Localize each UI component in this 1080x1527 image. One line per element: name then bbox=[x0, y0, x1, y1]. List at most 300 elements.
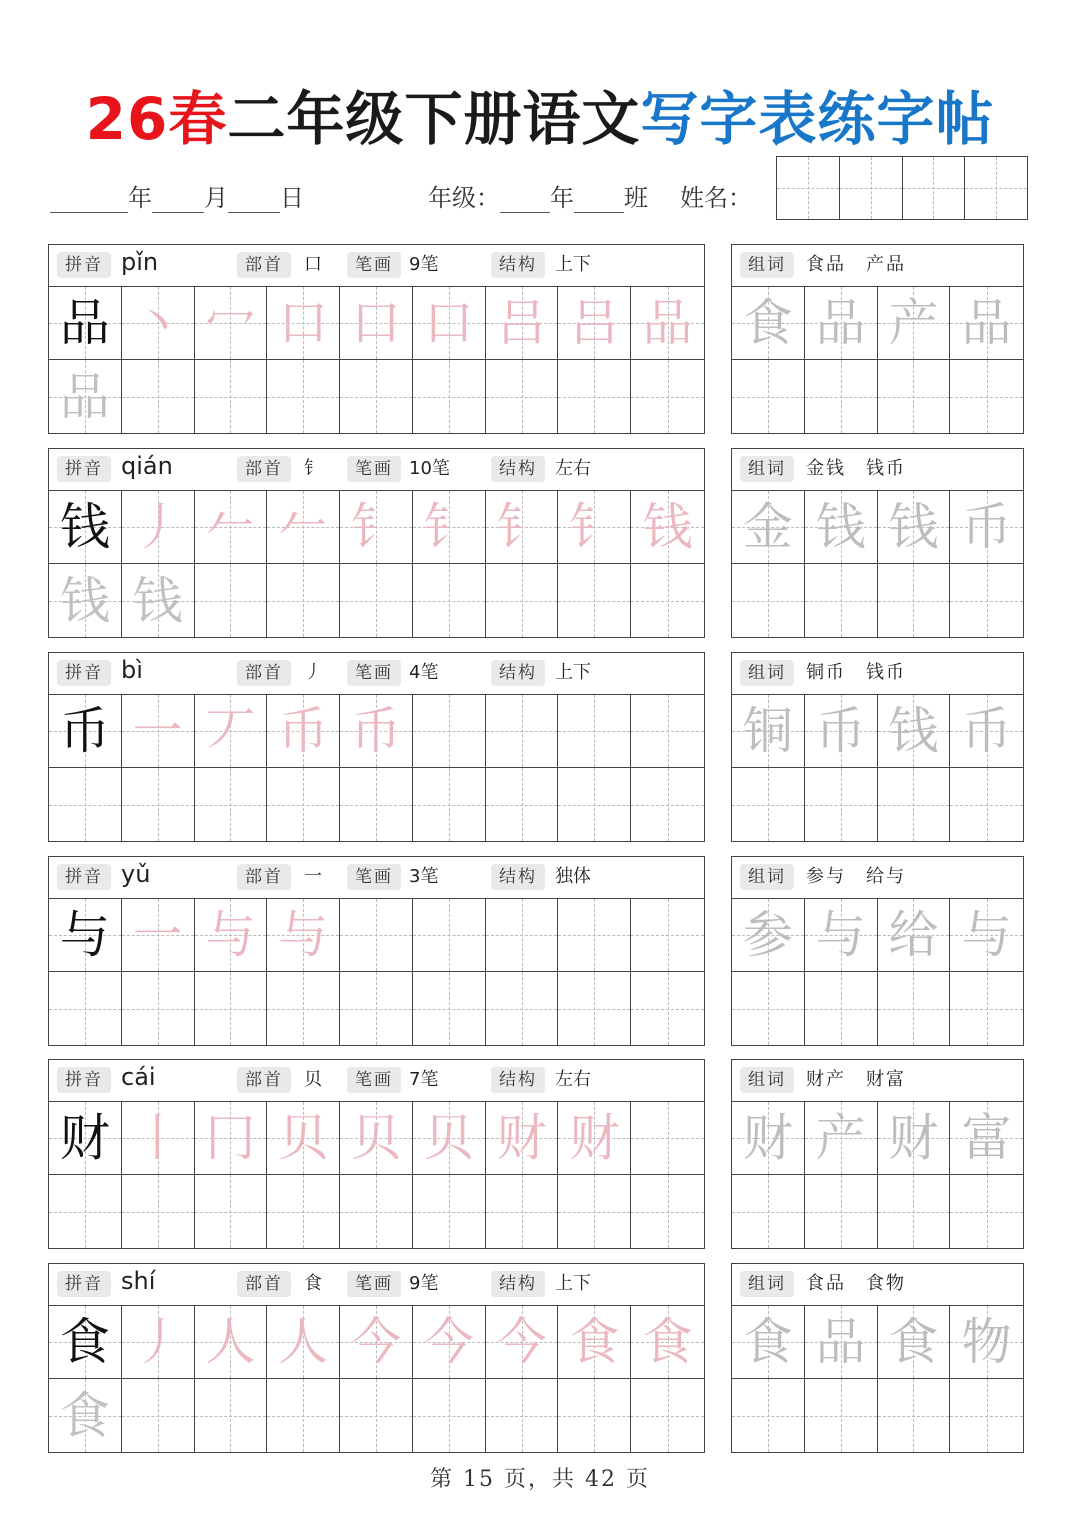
character-practice-block bbox=[48, 1263, 705, 1453]
practice-cell[interactable] bbox=[950, 695, 1023, 768]
practice-cell[interactable] bbox=[49, 768, 122, 841]
practice-cell[interactable] bbox=[805, 1175, 878, 1248]
practice-cell[interactable] bbox=[631, 1175, 704, 1248]
practice-cell[interactable] bbox=[558, 564, 631, 637]
stroke-step: 丶 bbox=[132, 294, 183, 352]
practice-cell[interactable] bbox=[805, 1102, 878, 1175]
word-character: 与 bbox=[815, 906, 866, 964]
practice-cell[interactable] bbox=[805, 972, 878, 1045]
practice-cell[interactable] bbox=[195, 1102, 268, 1175]
month-blank[interactable] bbox=[152, 186, 204, 213]
practice-cell[interactable] bbox=[195, 564, 268, 637]
word-practice-block bbox=[731, 448, 1024, 638]
practice-cell[interactable] bbox=[267, 1102, 340, 1175]
word-character: 财 bbox=[742, 1109, 793, 1167]
word-character: 品 bbox=[815, 1313, 866, 1371]
practice-cell[interactable] bbox=[486, 972, 559, 1045]
stroke-step: 食 bbox=[642, 1313, 693, 1371]
practice-cell[interactable] bbox=[732, 360, 805, 433]
practice-cell[interactable] bbox=[122, 899, 195, 972]
practice-cell[interactable] bbox=[878, 1379, 951, 1452]
practice-cell[interactable] bbox=[486, 1306, 559, 1379]
word-character: 金 bbox=[742, 498, 793, 556]
practice-cell[interactable] bbox=[195, 287, 268, 360]
structure-tag: 结构 bbox=[491, 456, 545, 482]
practice-cell[interactable] bbox=[558, 1306, 631, 1379]
practice-cell[interactable] bbox=[805, 768, 878, 841]
practice-cell[interactable] bbox=[732, 695, 805, 768]
stroke-step: 贝 bbox=[423, 1109, 474, 1167]
practice-cell[interactable] bbox=[878, 1306, 951, 1379]
word-grid bbox=[732, 491, 1023, 637]
practice-cell[interactable] bbox=[340, 899, 413, 972]
character-info-header bbox=[49, 449, 704, 491]
practice-cell[interactable] bbox=[486, 768, 559, 841]
practice-cell[interactable] bbox=[631, 1379, 704, 1452]
practice-cell[interactable] bbox=[49, 1379, 122, 1452]
pinyin-value: shí bbox=[121, 1267, 156, 1295]
practice-cell[interactable] bbox=[267, 564, 340, 637]
stroke-step: 丿 bbox=[132, 498, 183, 556]
practice-cell[interactable] bbox=[878, 899, 951, 972]
structure-tag: 结构 bbox=[491, 1271, 545, 1297]
stroke-step: 丿 bbox=[132, 1313, 183, 1371]
practice-cell[interactable] bbox=[486, 1102, 559, 1175]
practice-cell[interactable] bbox=[878, 768, 951, 841]
practice-cell[interactable] bbox=[122, 768, 195, 841]
radical-value: 一 bbox=[304, 866, 322, 887]
practice-cell[interactable] bbox=[195, 1306, 268, 1379]
practice-cell[interactable] bbox=[413, 287, 486, 360]
stroke-step: 今 bbox=[496, 1313, 547, 1371]
pinyin-value: bì bbox=[121, 656, 143, 684]
practice-cell[interactable] bbox=[413, 1306, 486, 1379]
practice-cell[interactable] bbox=[413, 491, 486, 564]
year-blank[interactable] bbox=[50, 186, 128, 213]
stroke-step: 丆 bbox=[205, 702, 256, 760]
pinyin-tag: 拼音 bbox=[57, 660, 111, 686]
word-grid bbox=[732, 899, 1023, 1045]
practice-cell[interactable] bbox=[267, 360, 340, 433]
practice-cell[interactable] bbox=[49, 564, 122, 637]
word-character: 钱 bbox=[888, 498, 939, 556]
practice-cell[interactable] bbox=[631, 899, 704, 972]
practice-cell[interactable] bbox=[950, 768, 1023, 841]
practice-cell[interactable] bbox=[732, 491, 805, 564]
practice-cell[interactable] bbox=[122, 1306, 195, 1379]
practice-cell[interactable] bbox=[413, 360, 486, 433]
radical-value: 钅 bbox=[304, 458, 322, 479]
words-tag: 组词 bbox=[740, 660, 794, 686]
practice-cell[interactable] bbox=[732, 287, 805, 360]
practice-cell[interactable] bbox=[950, 360, 1023, 433]
practice-cell[interactable] bbox=[878, 491, 951, 564]
structure-value: 上下 bbox=[555, 254, 591, 275]
day-blank[interactable] bbox=[228, 186, 280, 213]
title-part-2: 二年级下册语文 bbox=[227, 85, 641, 153]
practice-cell[interactable] bbox=[340, 768, 413, 841]
practice-cell[interactable] bbox=[267, 287, 340, 360]
practice-cell[interactable] bbox=[340, 1175, 413, 1248]
month-label: 月 bbox=[204, 184, 228, 212]
practice-cell[interactable] bbox=[195, 768, 268, 841]
trace-character: 食 bbox=[59, 1386, 110, 1445]
practice-cell[interactable] bbox=[631, 695, 704, 768]
stroke-step: 币 bbox=[278, 702, 329, 760]
practice-cell[interactable] bbox=[631, 972, 704, 1045]
character-info-header bbox=[49, 653, 704, 695]
radical-value: 丿 bbox=[304, 662, 322, 683]
practice-cell[interactable] bbox=[558, 768, 631, 841]
practice-cell[interactable] bbox=[340, 360, 413, 433]
trace-character: 钱 bbox=[132, 571, 183, 630]
model-character: 品 bbox=[59, 294, 110, 352]
practice-cell[interactable] bbox=[413, 564, 486, 637]
stroke-step: 钅 bbox=[496, 498, 547, 556]
words-value: 财产 财富 bbox=[806, 1069, 906, 1090]
practice-cell[interactable] bbox=[267, 491, 340, 564]
practice-cell[interactable] bbox=[950, 972, 1023, 1045]
stroke-step: 人 bbox=[205, 1313, 256, 1371]
practice-cell[interactable] bbox=[49, 1175, 122, 1248]
stroke-step: 贝 bbox=[351, 1109, 402, 1167]
grade-line bbox=[428, 178, 752, 213]
words-tag: 组词 bbox=[740, 456, 794, 482]
practice-cell[interactable] bbox=[122, 1379, 195, 1452]
radical-tag: 部首 bbox=[237, 252, 291, 278]
practice-cell[interactable] bbox=[805, 287, 878, 360]
word-practice-block bbox=[731, 1263, 1024, 1453]
practice-cell[interactable] bbox=[878, 1175, 951, 1248]
word-practice-block bbox=[731, 856, 1024, 1046]
word-header bbox=[732, 449, 1023, 491]
practice-cell[interactable] bbox=[558, 899, 631, 972]
practice-cell[interactable] bbox=[195, 491, 268, 564]
practice-cell[interactable] bbox=[805, 491, 878, 564]
practice-cell[interactable] bbox=[122, 564, 195, 637]
practice-cell[interactable] bbox=[732, 768, 805, 841]
strokes-tag: 笔画 bbox=[347, 252, 401, 278]
structure-tag: 结构 bbox=[491, 1067, 545, 1093]
pinyin-tag: 拼音 bbox=[57, 1271, 111, 1297]
words-tag: 组词 bbox=[740, 864, 794, 890]
word-header bbox=[732, 245, 1023, 287]
practice-cell[interactable] bbox=[805, 695, 878, 768]
stroke-step: 财 bbox=[569, 1109, 620, 1167]
structure-tag: 结构 bbox=[491, 864, 545, 890]
stroke-step: 钅 bbox=[423, 498, 474, 556]
practice-cell[interactable] bbox=[558, 287, 631, 360]
class-label: 班 bbox=[624, 184, 648, 212]
stroke-step: 𠂉 bbox=[278, 498, 329, 556]
pinyin-value: qián bbox=[121, 452, 173, 480]
stroke-step: 口 bbox=[278, 294, 329, 352]
practice-cell[interactable] bbox=[805, 360, 878, 433]
structure-value: 左右 bbox=[555, 458, 591, 479]
strokes-value: 7笔 bbox=[409, 1069, 439, 1090]
name-box[interactable] bbox=[840, 157, 903, 219]
stroke-step: 钅 bbox=[569, 498, 620, 556]
word-character: 铜 bbox=[742, 702, 793, 760]
practice-cell[interactable] bbox=[486, 899, 559, 972]
practice-cell[interactable] bbox=[950, 564, 1023, 637]
practice-cell[interactable] bbox=[340, 972, 413, 1045]
practice-cell[interactable] bbox=[950, 1379, 1023, 1452]
practice-cell[interactable] bbox=[950, 899, 1023, 972]
practice-cell[interactable] bbox=[340, 491, 413, 564]
structure-value: 左右 bbox=[555, 1069, 591, 1090]
character-practice-block bbox=[48, 652, 705, 842]
model-character: 食 bbox=[59, 1313, 110, 1371]
practice-cell[interactable] bbox=[486, 1379, 559, 1452]
word-character: 币 bbox=[961, 702, 1012, 760]
practice-cell[interactable] bbox=[267, 695, 340, 768]
practice-cell[interactable] bbox=[413, 1175, 486, 1248]
words-value: 铜币 钱币 bbox=[806, 662, 906, 683]
stroke-step: 食 bbox=[569, 1313, 620, 1371]
practice-cell[interactable] bbox=[413, 1102, 486, 1175]
practice-cell[interactable] bbox=[122, 972, 195, 1045]
practice-cell[interactable] bbox=[122, 491, 195, 564]
practice-cell[interactable] bbox=[631, 1102, 704, 1175]
trace-character: 钱 bbox=[59, 571, 110, 630]
practice-cell[interactable] bbox=[195, 695, 268, 768]
name-box[interactable] bbox=[903, 157, 966, 219]
practice-cell[interactable] bbox=[631, 768, 704, 841]
practice-cell[interactable] bbox=[122, 1175, 195, 1248]
practice-cell[interactable] bbox=[340, 1102, 413, 1175]
practice-cell[interactable] bbox=[340, 1306, 413, 1379]
practice-cell[interactable] bbox=[878, 972, 951, 1045]
pinyin-value: cái bbox=[121, 1063, 156, 1091]
practice-cell[interactable] bbox=[195, 1379, 268, 1452]
practice-cell[interactable] bbox=[49, 972, 122, 1045]
practice-grid bbox=[49, 1102, 704, 1248]
word-character: 品 bbox=[961, 294, 1012, 352]
stroke-step: 一 bbox=[132, 906, 183, 964]
practice-cell[interactable] bbox=[122, 287, 195, 360]
practice-cell[interactable] bbox=[340, 1379, 413, 1452]
word-character: 给 bbox=[888, 906, 939, 964]
stroke-step: 财 bbox=[496, 1109, 547, 1167]
page-footer: 第 15 页，共 42 页 bbox=[430, 1467, 650, 1492]
date-line bbox=[50, 178, 304, 213]
radical-tag: 部首 bbox=[237, 864, 291, 890]
practice-cell[interactable] bbox=[413, 899, 486, 972]
trace-character: 品 bbox=[59, 367, 110, 426]
practice-cell[interactable] bbox=[49, 491, 122, 564]
practice-cell[interactable] bbox=[950, 491, 1023, 564]
strokes-tag: 笔画 bbox=[347, 660, 401, 686]
practice-cell[interactable] bbox=[195, 899, 268, 972]
practice-cell[interactable] bbox=[195, 360, 268, 433]
stroke-step: 一 bbox=[132, 702, 183, 760]
structure-tag: 结构 bbox=[491, 660, 545, 686]
practice-cell[interactable] bbox=[631, 491, 704, 564]
word-grid bbox=[732, 695, 1023, 841]
practice-cell[interactable] bbox=[486, 287, 559, 360]
name-box[interactable] bbox=[965, 157, 1027, 219]
structure-value: 上下 bbox=[555, 1273, 591, 1294]
practice-cell[interactable] bbox=[267, 972, 340, 1045]
practice-cell[interactable] bbox=[878, 287, 951, 360]
practice-cell[interactable] bbox=[486, 360, 559, 433]
practice-cell[interactable] bbox=[122, 1102, 195, 1175]
practice-cell[interactable] bbox=[558, 360, 631, 433]
words-value: 食品 产品 bbox=[806, 254, 906, 275]
practice-cell[interactable] bbox=[805, 564, 878, 637]
character-info-header bbox=[49, 857, 704, 899]
practice-cell[interactable] bbox=[267, 1306, 340, 1379]
character-info-header bbox=[49, 245, 704, 287]
practice-cell[interactable] bbox=[631, 1306, 704, 1379]
practice-cell[interactable] bbox=[950, 1102, 1023, 1175]
practice-cell[interactable] bbox=[486, 564, 559, 637]
word-header bbox=[732, 1060, 1023, 1102]
practice-grid bbox=[49, 899, 704, 1045]
practice-cell[interactable] bbox=[950, 1306, 1023, 1379]
stroke-step: 币 bbox=[351, 702, 402, 760]
practice-cell[interactable] bbox=[486, 695, 559, 768]
practice-cell[interactable] bbox=[49, 1102, 122, 1175]
practice-cell[interactable] bbox=[732, 972, 805, 1045]
stroke-step: 与 bbox=[205, 906, 256, 964]
practice-cell[interactable] bbox=[195, 972, 268, 1045]
practice-cell[interactable] bbox=[49, 360, 122, 433]
stroke-step: 今 bbox=[423, 1313, 474, 1371]
practice-cell[interactable] bbox=[413, 972, 486, 1045]
practice-cell[interactable] bbox=[413, 695, 486, 768]
practice-cell[interactable] bbox=[805, 1379, 878, 1452]
practice-cell[interactable] bbox=[267, 899, 340, 972]
stroke-step: 人 bbox=[278, 1313, 329, 1371]
practice-cell[interactable] bbox=[631, 564, 704, 637]
grade-year-label: 年 bbox=[550, 184, 574, 212]
practice-cell[interactable] bbox=[122, 360, 195, 433]
pinyin-tag: 拼音 bbox=[57, 456, 111, 482]
word-character: 食 bbox=[888, 1313, 939, 1371]
model-character: 财 bbox=[59, 1109, 110, 1167]
practice-cell[interactable] bbox=[732, 564, 805, 637]
practice-cell[interactable] bbox=[732, 899, 805, 972]
grade-year-blank[interactable] bbox=[500, 186, 550, 213]
practice-cell[interactable] bbox=[878, 564, 951, 637]
title-part-3: 写字表练字帖 bbox=[640, 85, 995, 153]
words-tag: 组词 bbox=[740, 1271, 794, 1297]
practice-cell[interactable] bbox=[267, 1175, 340, 1248]
practice-cell[interactable] bbox=[805, 1306, 878, 1379]
practice-cell[interactable] bbox=[878, 360, 951, 433]
stroke-step: 吕 bbox=[569, 294, 620, 352]
practice-cell[interactable] bbox=[558, 491, 631, 564]
practice-cell[interactable] bbox=[122, 695, 195, 768]
radical-tag: 部首 bbox=[237, 1067, 291, 1093]
practice-cell[interactable] bbox=[950, 1175, 1023, 1248]
pinyin-value: pǐn bbox=[121, 248, 159, 276]
practice-cell[interactable] bbox=[558, 1102, 631, 1175]
practice-cell[interactable] bbox=[950, 287, 1023, 360]
word-character: 币 bbox=[961, 498, 1012, 556]
word-practice-block bbox=[731, 1059, 1024, 1249]
character-practice-block bbox=[48, 856, 705, 1046]
practice-cell[interactable] bbox=[49, 899, 122, 972]
practice-grid bbox=[49, 695, 704, 841]
words-tag: 组词 bbox=[740, 252, 794, 278]
practice-cell[interactable] bbox=[340, 695, 413, 768]
stroke-step: 钅 bbox=[351, 498, 402, 556]
grade-label: 年级： bbox=[428, 184, 500, 212]
strokes-value: 9笔 bbox=[409, 254, 439, 275]
stroke-step: 冖 bbox=[205, 294, 256, 352]
practice-cell[interactable] bbox=[413, 768, 486, 841]
pinyin-value: yǔ bbox=[121, 860, 151, 888]
strokes-tag: 笔画 bbox=[347, 456, 401, 482]
name-label: 姓名： bbox=[680, 184, 752, 212]
practice-cell[interactable] bbox=[631, 287, 704, 360]
practice-cell[interactable] bbox=[558, 972, 631, 1045]
strokes-tag: 笔画 bbox=[347, 1067, 401, 1093]
word-character: 与 bbox=[961, 906, 1012, 964]
practice-cell[interactable] bbox=[805, 899, 878, 972]
stroke-step: 丨 bbox=[132, 1109, 183, 1167]
practice-cell[interactable] bbox=[49, 695, 122, 768]
character-practice-block bbox=[48, 448, 705, 638]
words-value: 食品 食物 bbox=[806, 1273, 906, 1294]
word-header bbox=[732, 653, 1023, 695]
practice-cell[interactable] bbox=[878, 1102, 951, 1175]
practice-cell[interactable] bbox=[732, 1379, 805, 1452]
practice-grid bbox=[49, 287, 704, 433]
practice-cell[interactable] bbox=[486, 491, 559, 564]
practice-cell[interactable] bbox=[267, 1379, 340, 1452]
practice-cell[interactable] bbox=[732, 1306, 805, 1379]
practice-cell[interactable] bbox=[558, 695, 631, 768]
day-label: 日 bbox=[280, 184, 304, 212]
word-character: 钱 bbox=[815, 498, 866, 556]
character-practice-block bbox=[48, 1059, 705, 1249]
name-box[interactable] bbox=[777, 157, 840, 219]
practice-cell[interactable] bbox=[49, 1306, 122, 1379]
practice-cell[interactable] bbox=[878, 695, 951, 768]
practice-cell[interactable] bbox=[732, 1102, 805, 1175]
strokes-value: 3笔 bbox=[409, 866, 439, 887]
name-boxes[interactable] bbox=[776, 156, 1028, 220]
practice-cell[interactable] bbox=[195, 1175, 268, 1248]
practice-cell[interactable] bbox=[558, 1175, 631, 1248]
practice-cell[interactable] bbox=[631, 360, 704, 433]
class-blank[interactable] bbox=[574, 186, 624, 213]
word-header bbox=[732, 857, 1023, 899]
word-character: 币 bbox=[815, 702, 866, 760]
practice-cell[interactable] bbox=[340, 287, 413, 360]
stroke-step: 口 bbox=[351, 294, 402, 352]
practice-cell[interactable] bbox=[267, 768, 340, 841]
radical-tag: 部首 bbox=[237, 1271, 291, 1297]
practice-cell[interactable] bbox=[732, 1175, 805, 1248]
character-practice-block bbox=[48, 244, 705, 434]
strokes-tag: 笔画 bbox=[347, 864, 401, 890]
word-character: 品 bbox=[815, 294, 866, 352]
practice-cell[interactable] bbox=[340, 564, 413, 637]
character-info-header bbox=[49, 1060, 704, 1102]
practice-cell[interactable] bbox=[558, 1379, 631, 1452]
stroke-step: 品 bbox=[642, 294, 693, 352]
word-character: 产 bbox=[815, 1109, 866, 1167]
practice-cell[interactable] bbox=[413, 1379, 486, 1452]
practice-cell[interactable] bbox=[486, 1175, 559, 1248]
radical-tag: 部首 bbox=[237, 660, 291, 686]
practice-cell[interactable] bbox=[49, 287, 122, 360]
